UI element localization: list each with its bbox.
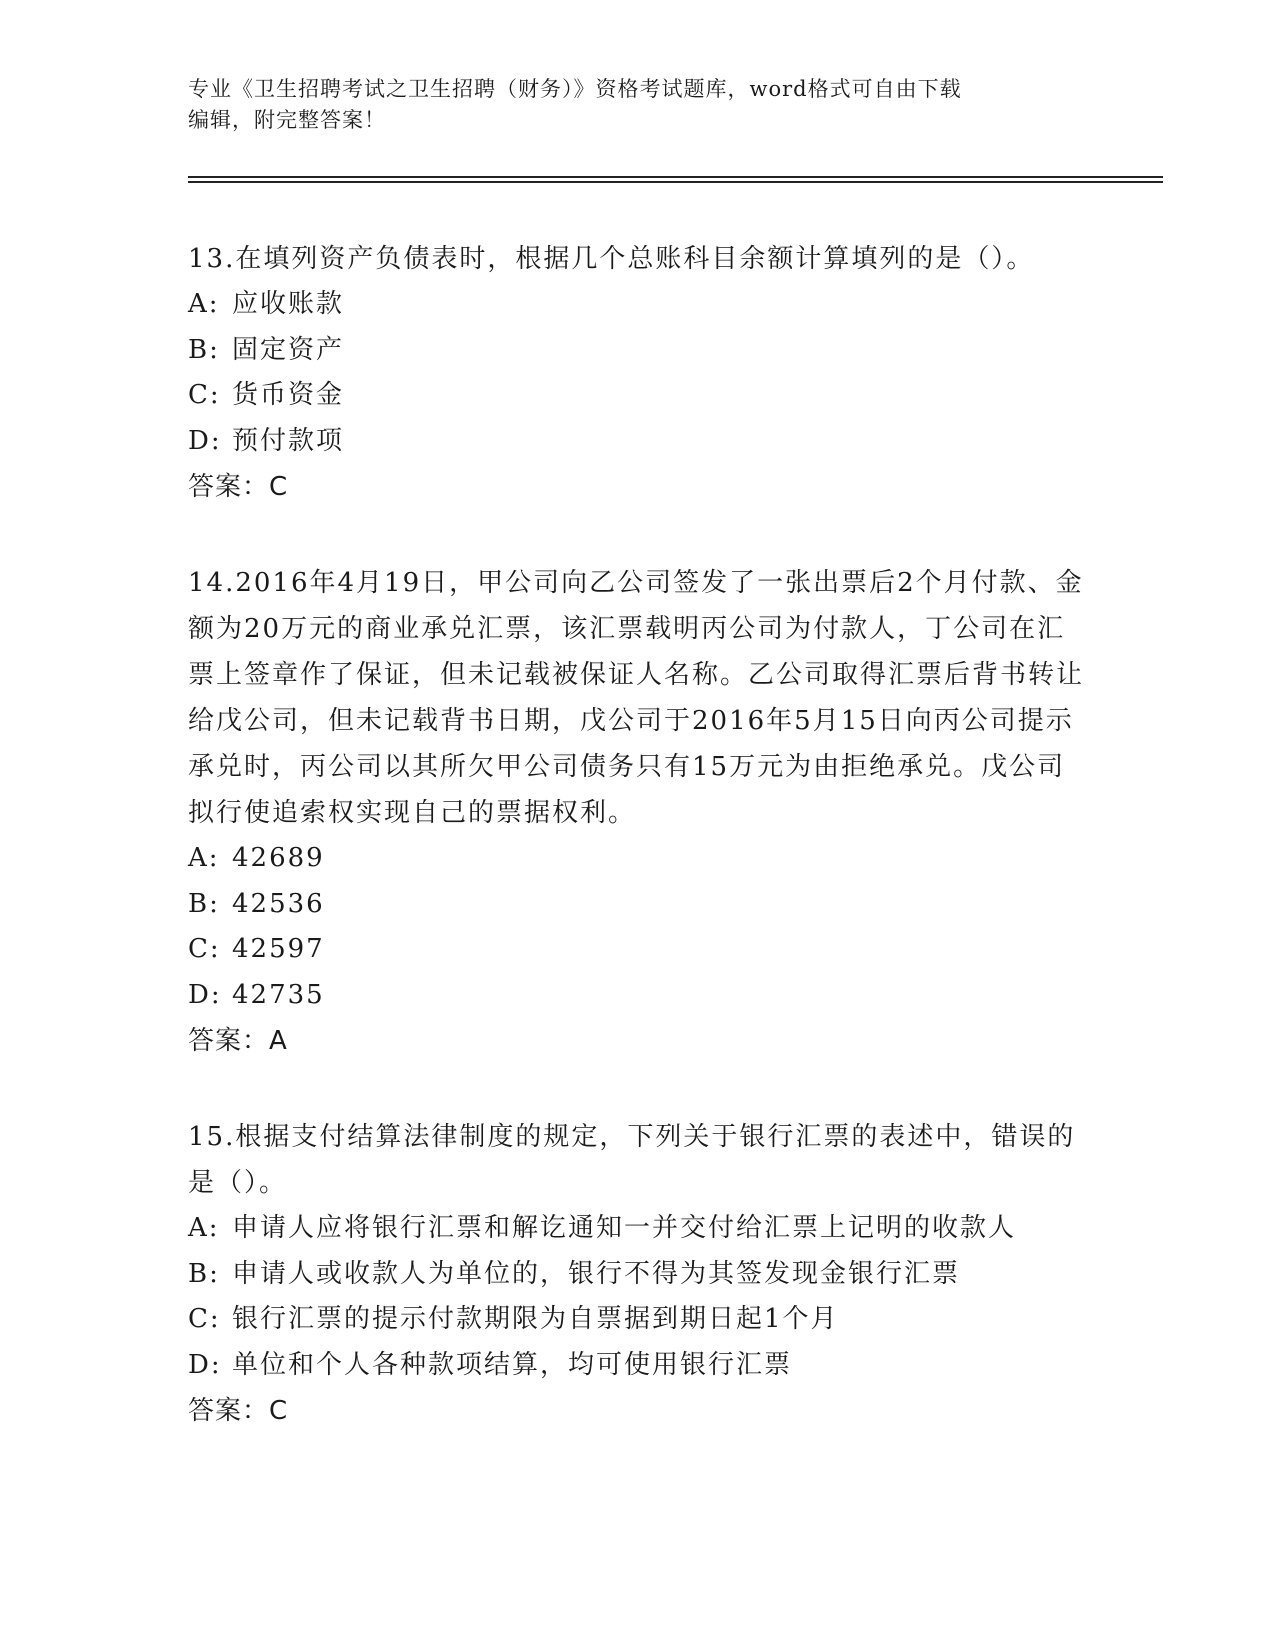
option-label: A:: [188, 289, 220, 319]
option-d: [188, 1343, 1088, 1389]
option-b: [188, 1252, 1088, 1298]
option-text: 42597: [232, 934, 325, 964]
option-a: [188, 836, 1088, 882]
option-label: B:: [188, 888, 220, 919]
option-c: [188, 1297, 1088, 1343]
question-13: [188, 236, 1088, 510]
answer-line: 答案：A: [188, 1026, 288, 1056]
document-header: [188, 74, 1088, 136]
option-b: [188, 882, 1088, 928]
question-14: [188, 560, 1088, 1064]
option-label: B:: [188, 334, 220, 365]
option-a: [188, 1206, 1088, 1252]
option-label: C:: [188, 1304, 221, 1334]
option-label: C:: [188, 934, 221, 964]
option-text: 42735: [232, 979, 325, 1010]
question-list: [188, 236, 1088, 1484]
option-b: [188, 328, 1088, 374]
option-label: D:: [188, 1349, 222, 1380]
option-text: 单位和个人各种款项结算，均可使用银行汇票: [232, 1349, 793, 1380]
question-15: [188, 1114, 1088, 1434]
option-label: B:: [188, 1258, 220, 1289]
answer-line: 答案：C: [188, 472, 289, 502]
option-d: [188, 419, 1088, 465]
header-divider: [188, 176, 1163, 183]
header-line-1: 专业《卫生招聘考试之卫生招聘（财务）》资格考试题库，word格式可自由下载: [188, 77, 962, 101]
option-text: 申请人应将银行汇票和解讫通知一并交付给汇票上记明的收款人: [232, 1213, 1017, 1243]
option-text: 预付款项: [232, 425, 345, 456]
divider-line-bottom: [188, 181, 1163, 183]
option-label: A:: [188, 1213, 220, 1243]
option-label: A:: [188, 843, 220, 873]
option-text: 申请人或收款人为单位的，银行不得为其签发现金银行汇票: [232, 1258, 961, 1289]
option-label: D:: [188, 425, 222, 456]
option-text: 货币资金: [232, 380, 345, 410]
question-stem: 15.根据支付结算法律制度的规定，下列关于银行汇票的表述中，错误的是（）。: [188, 1122, 1076, 1198]
option-label: C:: [188, 380, 221, 410]
option-text: 42689: [232, 843, 325, 873]
question-stem: 14.2016年4月19日，甲公司向乙公司签发了一张出票后2个月付款、金额为20万元的商业承兑汇票，该汇票载明丙公司为付款人，丁公司在汇票上签章作了保证，但未记载被保证人名称。乙公司取得汇票后背书转让给戊公司，但未记载背书日期，戊公司于2016年5月15日向丙公司提示承兑时，丙公司以其所欠甲公司债务只有15万元为由拒绝承兑。戊公司拟行使追索权实现自己的票据权利。: [188, 568, 1085, 828]
option-text: 银行汇票的提示付款期限为自票据到期日起1个月: [232, 1304, 839, 1334]
header-line-2: 编辑，附完整答案！: [188, 108, 386, 132]
option-label: D:: [188, 979, 222, 1010]
option-text: 固定资产: [232, 334, 345, 365]
option-d: [188, 973, 1088, 1019]
answer-line: 答案：C: [188, 1396, 289, 1426]
option-c: [188, 927, 1088, 973]
option-text: 应收账款: [232, 289, 345, 319]
option-c: [188, 373, 1088, 419]
option-a: [188, 282, 1088, 328]
divider-line-top: [188, 176, 1163, 178]
option-text: 42536: [232, 888, 325, 919]
question-stem: 13.在填列资产负债表时，根据几个总账科目余额计算填列的是（）。: [188, 244, 1035, 274]
